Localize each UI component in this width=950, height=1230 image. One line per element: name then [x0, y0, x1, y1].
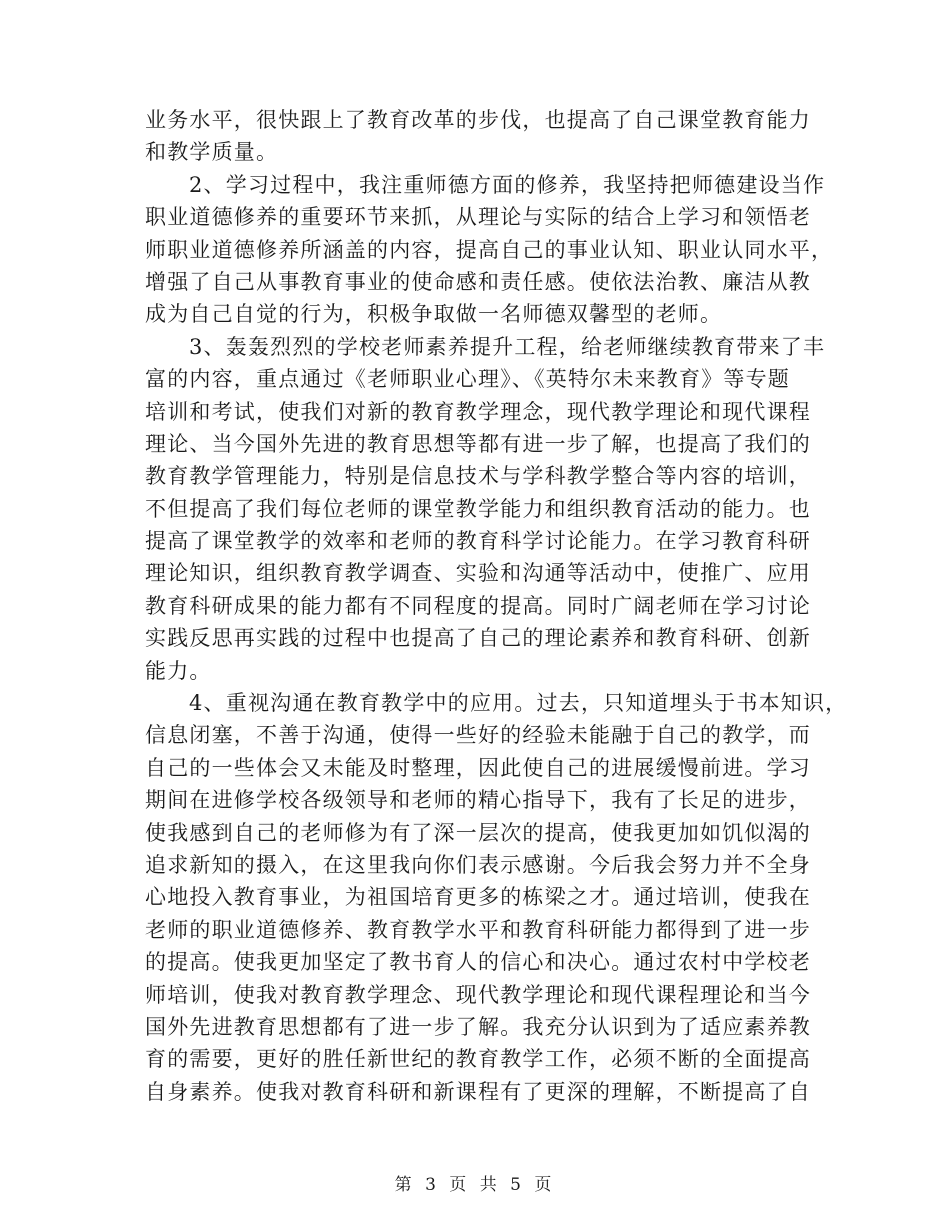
text-line: 实践反思再实践的过程中也提高了自己的理论素养和教育科研、创新 — [145, 626, 811, 651]
text-line: 使我感到自己的老师修为有了深一层次的提高，使我更加如饥似渴的 — [145, 820, 811, 845]
text-line: 增强了自己从事教育事业的使命感和责任感。使依法治教、廉洁从教 — [145, 269, 811, 294]
text-line: 教育科研成果的能力都有不同程度的提高。同时广阔老师在学习讨论 — [145, 593, 811, 618]
text-line: 教育教学管理能力，特别是信息技术与学科教学整合等内容的培训， — [145, 464, 811, 489]
text-line: 师培训，使我对教育教学理念、现代教学理论和现代课程理论和当今 — [145, 982, 811, 1007]
text-line: 的提高。使我更加坚定了教书育人的信心和决心。通过农村中学校老 — [145, 950, 811, 975]
text-line: 富的内容，重点通过《老师职业心理》、《英特尔未来教育》等专题 — [145, 367, 790, 392]
text-line: 国外先进教育思想都有了进一步了解。我充分认识到为了适应素养教 — [145, 1014, 811, 1039]
paragraph — [145, 104, 825, 169]
text-line: 不但提高了我们每位老师的课堂教学能力和组织教育活动的能力。也 — [145, 496, 811, 521]
text-line: 3、轰轰烈烈的学校老师素养提升工程，给老师继续教育带来了丰 — [189, 334, 826, 359]
text-line: 能力。 — [145, 658, 212, 683]
text-line: 和教学质量。 — [145, 140, 279, 165]
text-line: 期间在进修学校各级领导和老师的精心指导下，我有了长足的进步， — [145, 788, 811, 813]
text-line: 2、学习过程中，我注重师德方面的修养，我坚持把师德建设当作 — [189, 172, 826, 197]
page-number-footer: 第 3 页 共 5 页 — [394, 1175, 556, 1195]
text-line: 信息闭塞，不善于沟通，使得一些好的经验未能融于自己的教学，而 — [145, 723, 811, 748]
paragraph — [145, 331, 825, 687]
text-line: 老师的职业道德修养、教育教学水平和教育科研能力都得到了进一步 — [145, 917, 811, 942]
text-line: 自己的一些体会又未能及时整理，因此使自己的进展缓慢前进。学习 — [145, 755, 811, 780]
text-line: 自身素养。使我对教育科研和新课程有了更深的理解，不断提高了自 — [145, 1079, 811, 1104]
text-line: 理论、当今国外先进的教育思想等都有进一步了解，也提高了我们的 — [145, 431, 811, 456]
text-line: 师职业道德修养所涵盖的内容，提高自己的事业认知、职业认同水平， — [145, 237, 834, 262]
text-line: 心地投入教育事业，为祖国培育更多的栋梁之才。通过培训，使我在 — [145, 885, 811, 910]
text-line: 业务水平，很快跟上了教育改革的步伐，也提高了自己课堂教育能力 — [145, 108, 811, 132]
text-line: 成为自己自觉的行为，积极争取做一名师德双馨型的老师。 — [145, 302, 723, 327]
paragraph — [145, 169, 834, 331]
text-line: 追求新知的摄入，在这里我向你们表示感谢。今后我会努力并不全身 — [145, 852, 811, 877]
document-body — [145, 104, 848, 1108]
text-line: 培训和考试，使我们对新的教育教学理念，现代教学理论和现代课程 — [145, 399, 811, 424]
text-line: 育的需要，更好的胜任新世纪的教育教学工作，必须不断的全面提高 — [145, 1047, 811, 1072]
paragraph — [145, 687, 848, 1108]
text-line: 提高了课堂教学的效率和老师的教育科学讨论能力。在学习教育科研 — [145, 529, 811, 554]
text-line: 职业道德修养的重要环节来抓，从理论与实际的结合上学习和领悟老 — [145, 205, 811, 230]
text-line: 理论知识，组织教育教学调查、实验和沟通等活动中，使推广、应用 — [145, 561, 811, 586]
text-line: 4、重视沟通在教育教学中的应用。过去，只知道埋头于书本知识， — [189, 691, 848, 716]
